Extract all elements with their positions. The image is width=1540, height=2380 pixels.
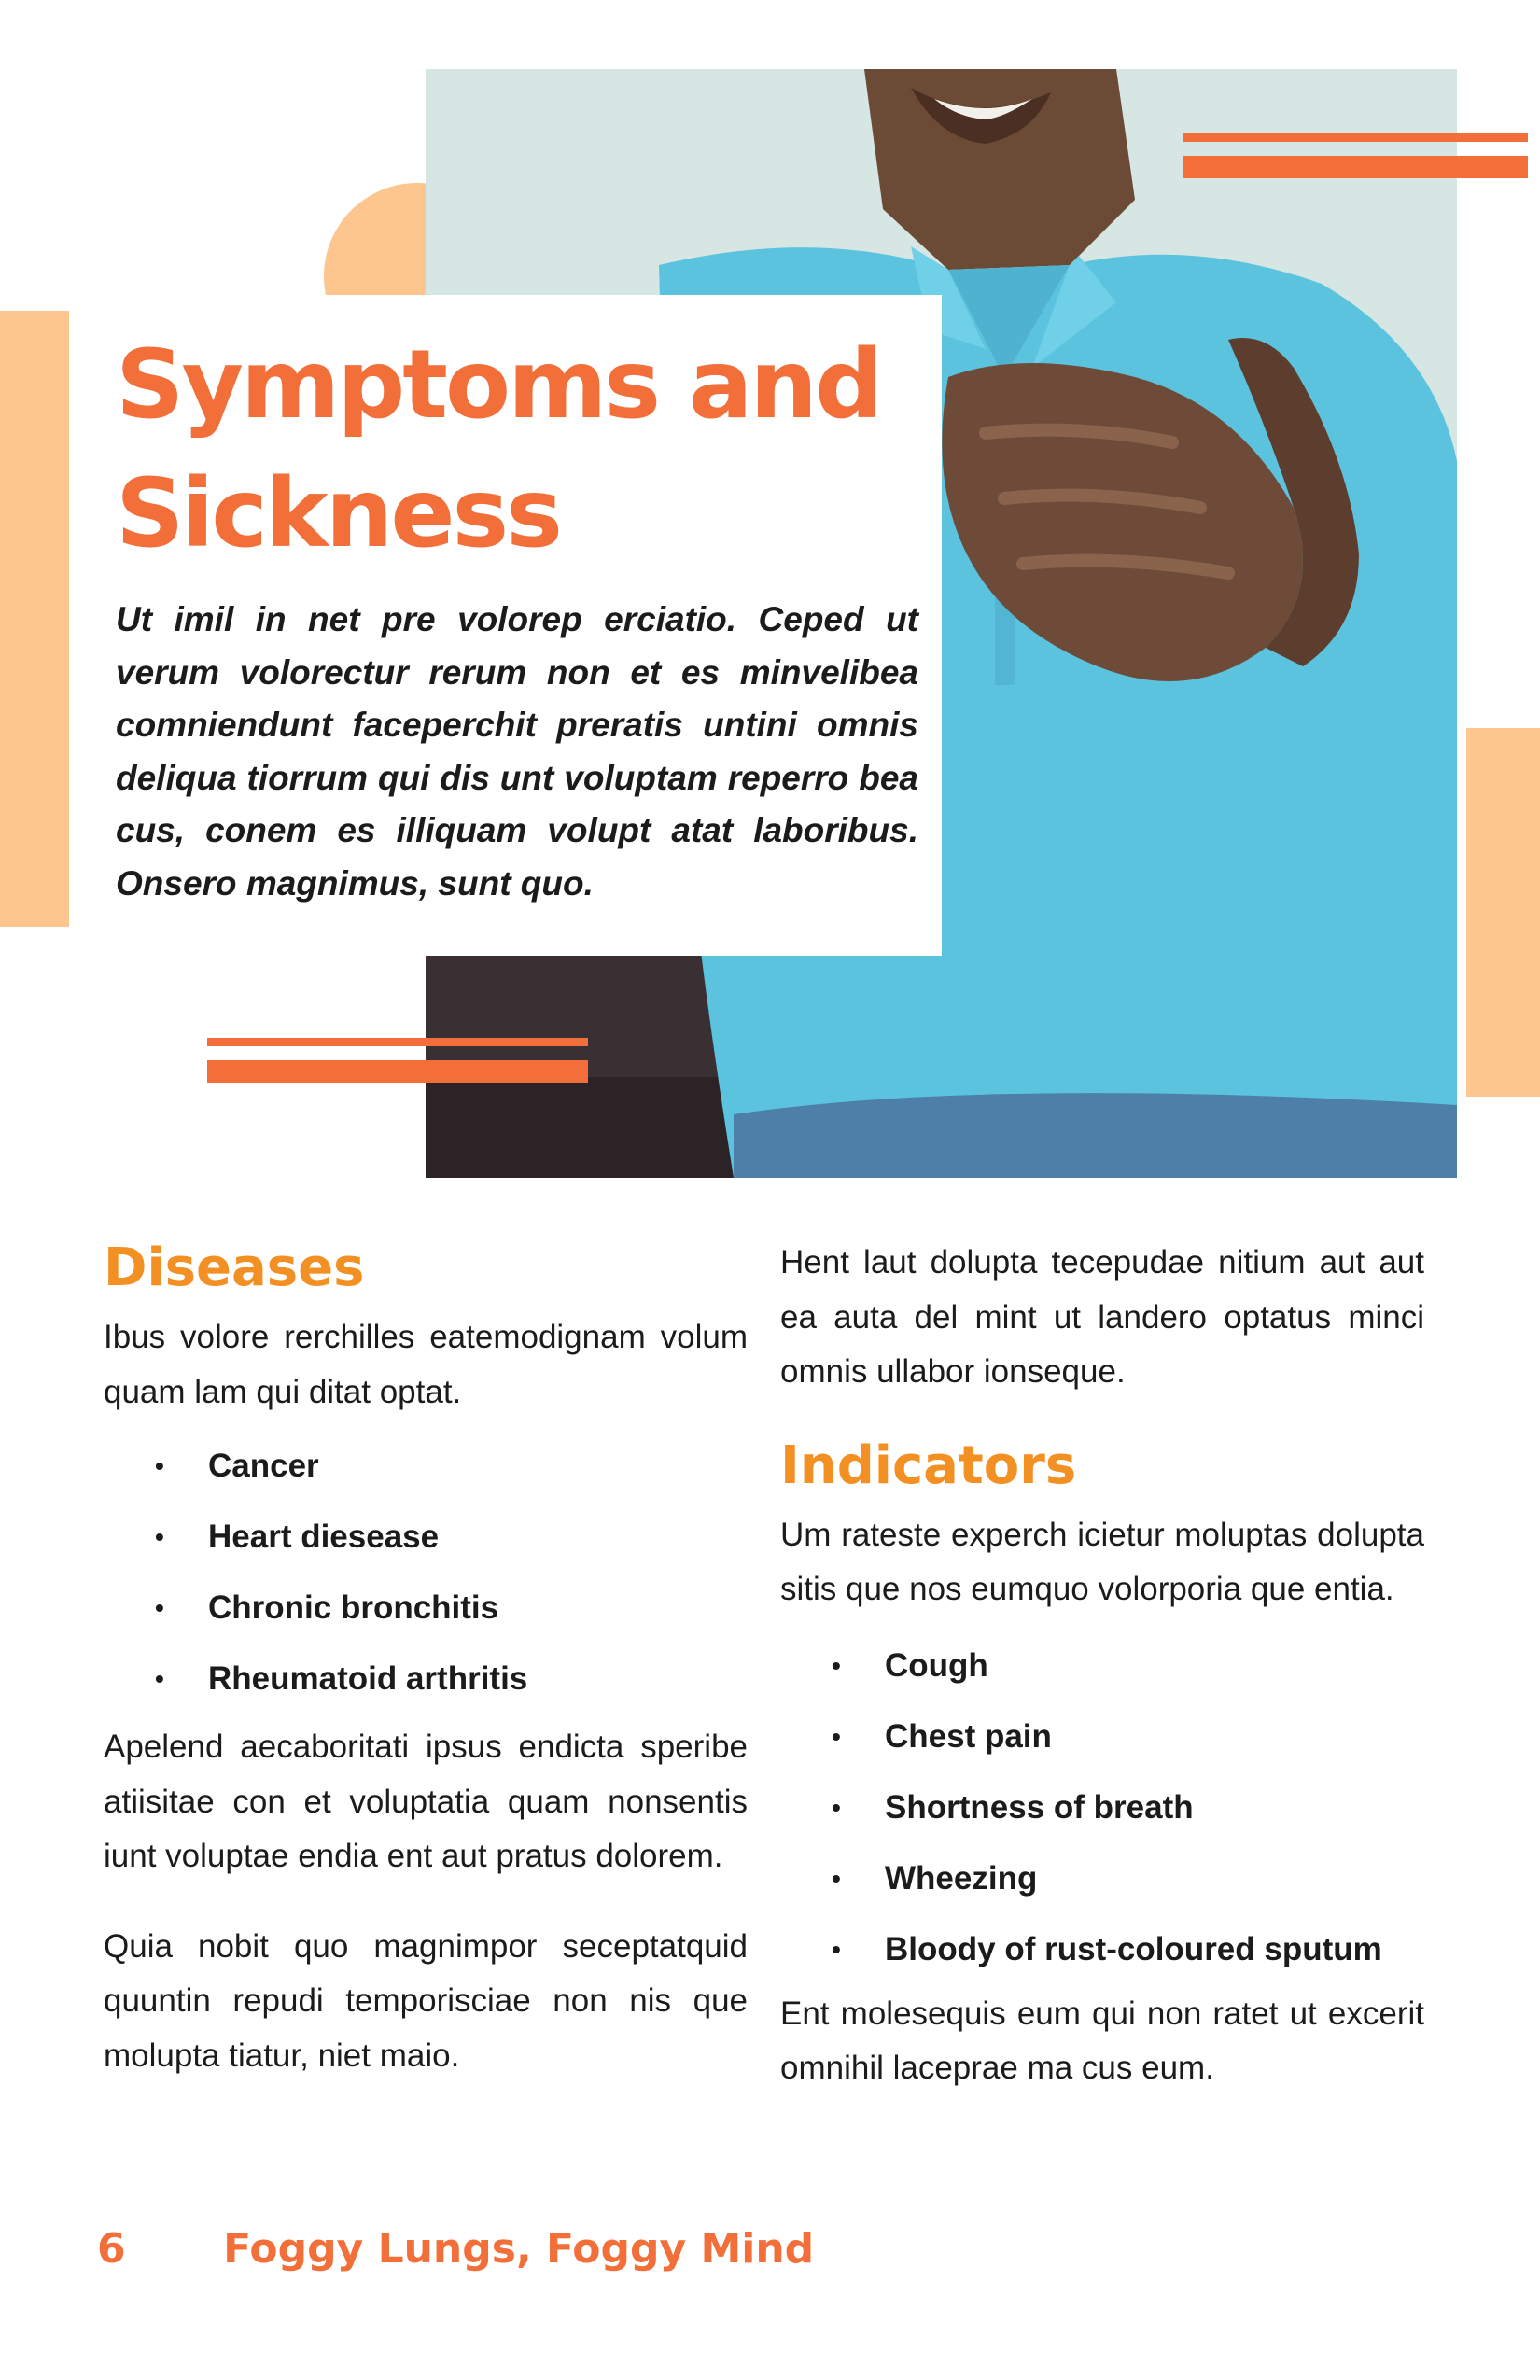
decorative-stripe-top-thick [1183, 156, 1528, 178]
bullet-icon: • [155, 1451, 164, 1480]
bullet-icon: • [832, 1934, 841, 1964]
bullet-icon: • [155, 1593, 164, 1622]
page-footer [97, 2221, 814, 2277]
indicators-heading: Indicators [780, 1435, 1077, 1496]
intro-paragraph: Ut imil in net pre volorep erciatio. Ceped ut verum volorectur rerum non et es minvelibea comniendunt faceperchit preratis untini omnis deliqua tiorrum qui dis unt voluptam reperro bea cus, conem es illiquam volupt atat laboribus. Onsero magnimus, sunt quo. [116, 600, 918, 903]
publication-title: Foggy Lungs, Foggy Mind [223, 2225, 815, 2273]
diseases-paragraph-1: Apelend aecaboritati ipsus endicta speribe atiisitae con et voluptatia quam nonsentis iunt voluptae endia ent aut pratus dolorem. [104, 1729, 748, 1874]
decorative-left-bar [0, 311, 69, 927]
bullet-icon: • [832, 1721, 841, 1751]
bullet-icon: • [155, 1522, 164, 1551]
bullet-icon: • [832, 1792, 841, 1822]
continuation-paragraph: Hent laut dolupta tecepudae nitium aut aut ea auta del mint ut landero optatus minci omnis ullabor ionseque. [780, 1244, 1424, 1390]
diseases-paragraph-2: Quia nobit quo magnimpor seceptatquid quuntin repudi temporisciae non nis que molupta tiatur, niet maio. [104, 1927, 748, 2074]
decorative-stripe-bottom-thin [207, 1038, 588, 1046]
page-title [116, 321, 937, 579]
list-item: • Shortness of breath [780, 1772, 1424, 1843]
indicators-list [780, 1631, 1424, 1985]
indicators-intro: Um rateste experch icietur moluptas dolupta sitis que nos eumquo volorporia que entia. [780, 1516, 1424, 1607]
list-item: • Chronic bronchitis [104, 1573, 748, 1644]
list-item: • Bloody of rust-coloured sputum [780, 1914, 1424, 1985]
diseases-list [104, 1431, 748, 1715]
right-column [780, 1230, 1424, 2096]
list-item: • Cough [780, 1631, 1424, 1701]
decorative-stripe-bottom-thick [207, 1060, 588, 1083]
page-title-line1: Symptoms and [116, 329, 881, 441]
bullet-icon: • [832, 1863, 841, 1893]
diseases-heading: Diseases [104, 1238, 365, 1298]
list-item: • Cancer [104, 1431, 748, 1502]
bullet-icon: • [155, 1664, 164, 1693]
diseases-intro: Ibus volore rerchilles eatemodignam volum quam lam qui ditat optat. [104, 1319, 748, 1410]
indicators-outro: Ent molesequis eum qui non ratet ut excerit omnihil laceprae ma cus eum. [780, 1995, 1424, 2086]
page-title-line2: Sickness [116, 458, 560, 569]
list-item: • Wheezing [780, 1843, 1424, 1914]
title-card [69, 295, 942, 956]
decorative-stripe-top-thin [1183, 133, 1528, 142]
page-number: 6 [97, 2225, 126, 2273]
decorative-right-bar [1466, 728, 1540, 1097]
left-column [104, 1230, 748, 2083]
list-item: • Chest pain [780, 1701, 1424, 1772]
list-item: • Rheumatoid arthritis [104, 1644, 748, 1715]
bullet-icon: • [832, 1650, 841, 1680]
list-item: • Heart diesease [104, 1502, 748, 1573]
